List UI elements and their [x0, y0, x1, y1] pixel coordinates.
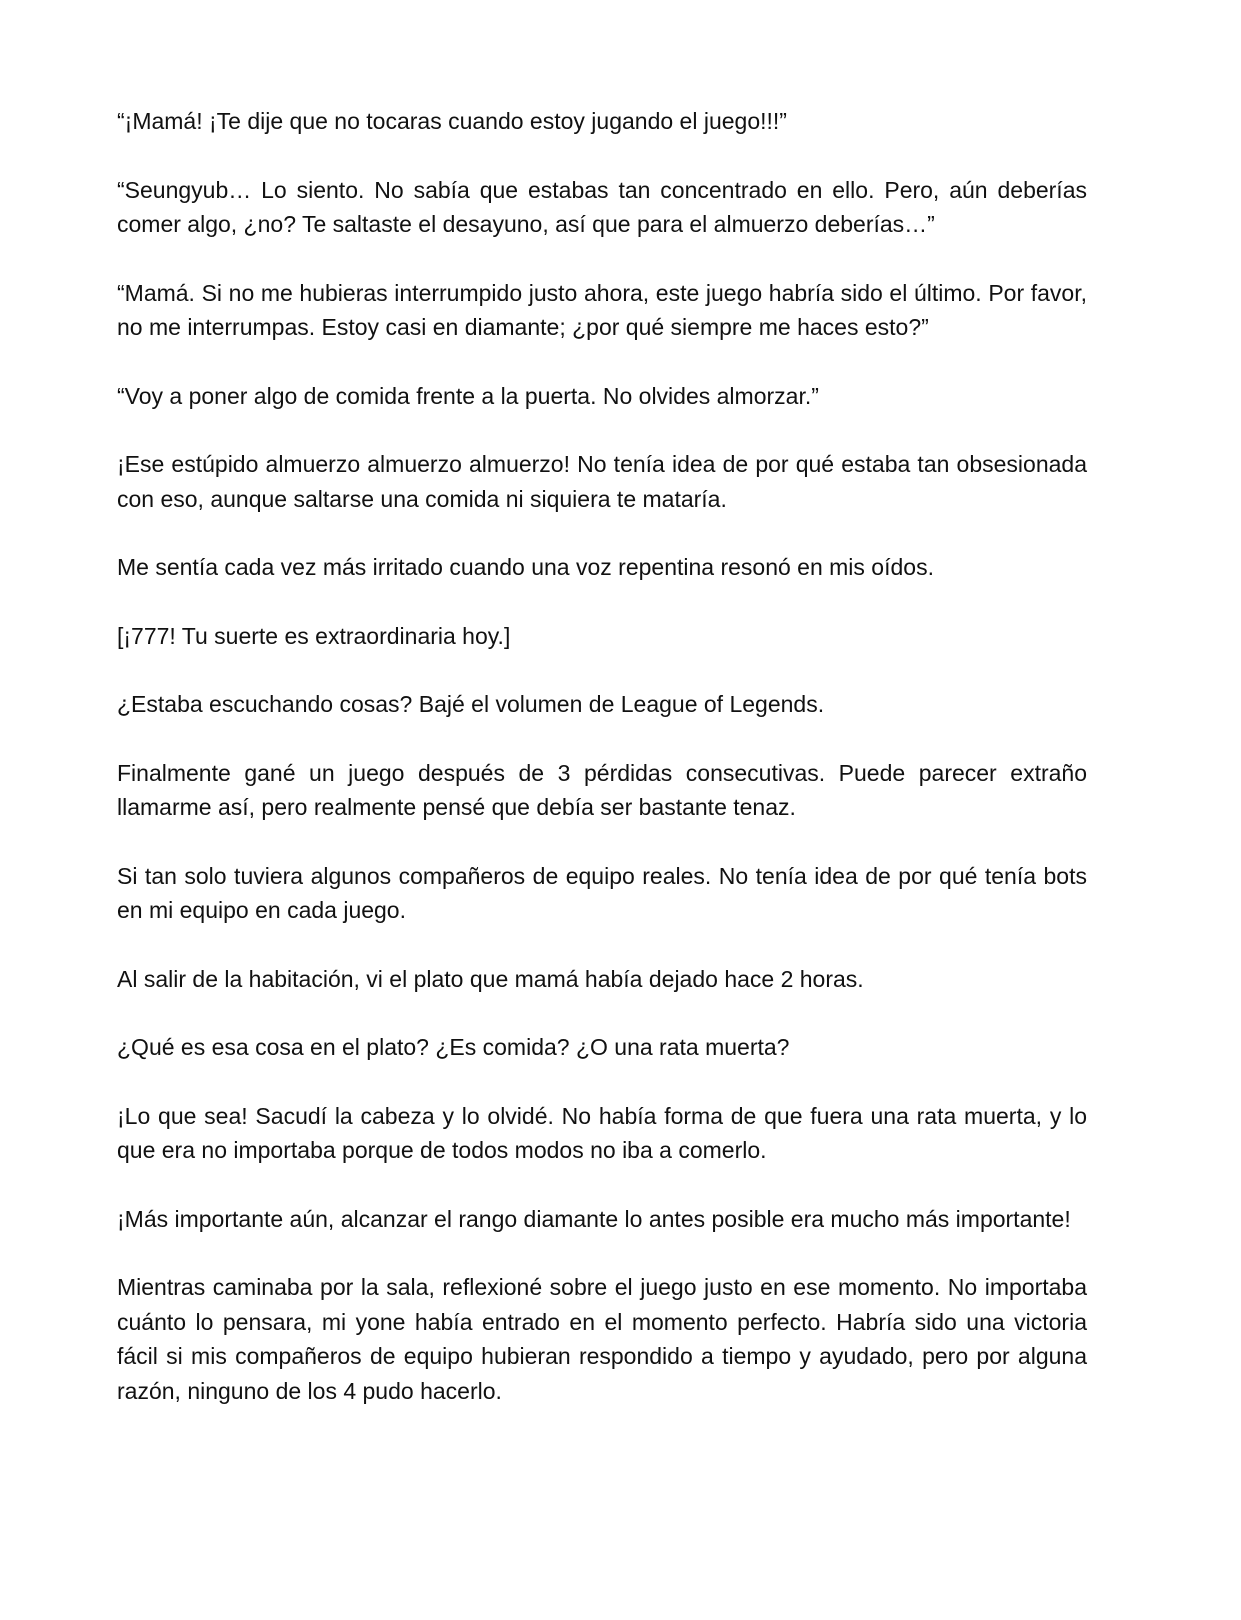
narrative-paragraph: Me sentía cada vez más irritado cuando una voz repentina resonó en mis oídos. — [117, 554, 934, 580]
dialogue-paragraph: “Voy a poner algo de comida frente a la puerta. No olvides almorzar.” — [117, 382, 819, 409]
narrative-paragraph: ¡Más importante aún, alcanzar el rango diamante lo antes posible era mucho más importante! — [117, 1205, 1071, 1232]
narrative-paragraph: Finalmente gané un juego después de 3 pérdidas consecutivas. Puede parecer extraño llamarme así, pero realmente pensé que debía ser bastante tenaz. — [117, 759, 1087, 820]
narrative-paragraph: ¿Estaba escuchando cosas? Bajé el volumen de League of Legends. — [117, 691, 825, 717]
dialogue-paragraph: “¡Mamá! ¡Te dije que no tocaras cuando estoy jugando el juego!!!” — [117, 108, 787, 134]
narrative-paragraph: Mientras caminaba por la sala, reflexioné sobre el juego justo en ese momento. No importaba cuánto lo pensara, mi yone había entrado en el momento perfecto. Habría sido una victoria fácil si mis compañeros de equipo hubieran respondido a tiempo y ayudado, pero por alguna razón, ninguno de los 4 pudo hacerlo. — [117, 1274, 1087, 1404]
narrative-paragraph: ¡Lo que sea! Sacudí la cabeza y lo olvidé. No había forma de que fuera una rata muerta, y lo que era no importaba porque de todos modos no iba a comerlo. — [117, 1102, 1087, 1163]
narrative-paragraph: ¿Qué es esa cosa en el plato? ¿Es comida? ¿O una rata muerta? — [117, 1034, 790, 1060]
narrative-paragraph: Al salir de la habitación, vi el plato que mamá había dejado hace 2 horas. — [117, 965, 864, 992]
system-message-paragraph: [¡777! Tu suerte es extraordinaria hoy.] — [117, 622, 511, 649]
dialogue-paragraph: “Seungyub… Lo siento. No sabía que estabas tan concentrado en ello. Pero, aún deberías comer algo, ¿no? Te saltaste el desayuno, así que para el almuerzo deberías…” — [117, 176, 1087, 237]
dialogue-paragraph: “Mamá. Si no me hubieras interrumpido justo ahora, este juego habría sido el último. Por favor, no me interrumpas. Estoy casi en diamante; ¿por qué siempre me haces esto?” — [117, 279, 1087, 340]
narrative-paragraph: ¡Ese estúpido almuerzo almuerzo almuerzo! No tenía idea de por qué estaba tan obsesionada con eso, aunque saltarse una comida ni siquiera te mataría. — [117, 451, 1087, 512]
narrative-paragraph: Si tan solo tuviera algunos compañeros de equipo reales. No tenía idea de por qué tenía bots en mi equipo en cada juego. — [117, 862, 1087, 923]
document-page — [117, 104, 1087, 1408]
